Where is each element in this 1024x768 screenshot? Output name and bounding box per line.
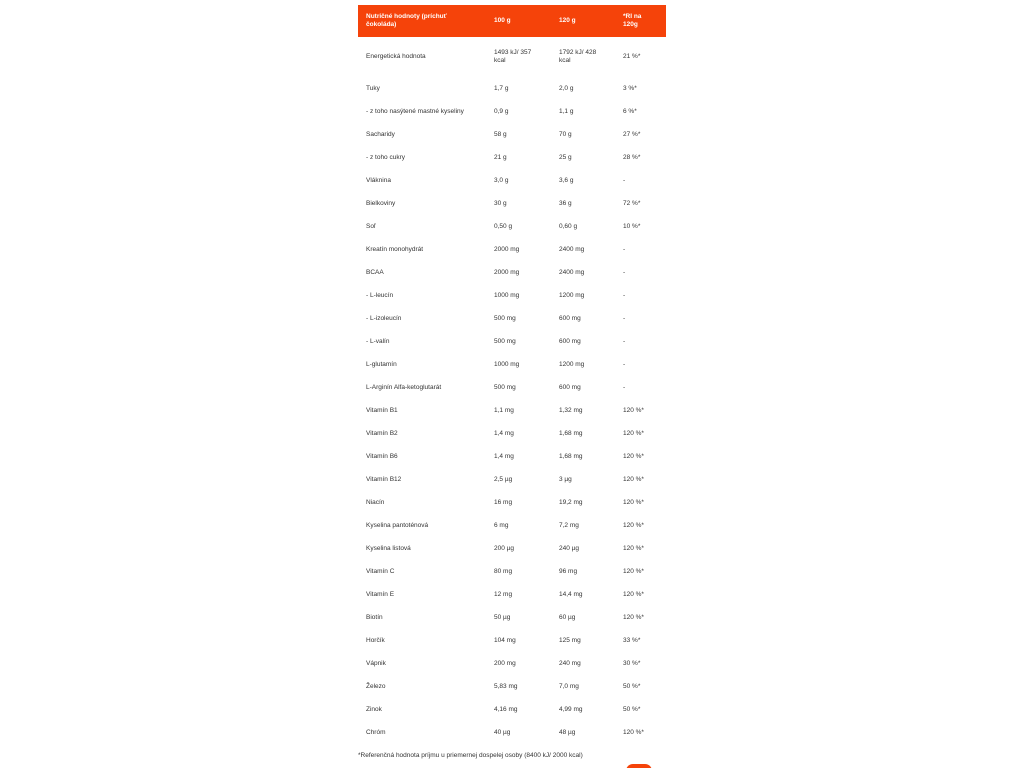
cell-per-100g: 0,9 g: [494, 107, 509, 115]
cell-per-120g: 96 mg: [559, 567, 578, 575]
cell-nutrient: Zinok: [366, 705, 382, 713]
table-row: [358, 261, 666, 284]
cell-per-120g: 48 µg: [559, 728, 576, 736]
cell-ri: 6 %*: [623, 107, 637, 115]
table-row: [358, 37, 666, 77]
cell-nutrient: - L-leucín: [366, 291, 394, 299]
cell-nutrient: Sacharidy: [366, 130, 395, 138]
table-header: [358, 5, 666, 37]
table-row: [358, 629, 666, 652]
cell-per-100g: 500 mg: [494, 337, 516, 345]
cell-per-100g: 16 mg: [494, 498, 513, 506]
cell-per-120g: 1792 kJ/ 428 kcal: [559, 49, 597, 64]
cell-per-100g: 58 g: [494, 130, 507, 138]
cell-ri: 120 %*: [623, 498, 644, 506]
cell-nutrient: - z toho nasýtené mastné kyseliny: [366, 107, 464, 115]
table-row: [358, 399, 666, 422]
table-row: [358, 537, 666, 560]
cell-ri: 33 %*: [623, 636, 641, 644]
cell-ri: 120 %*: [623, 567, 644, 575]
cell-ri: 28 %*: [623, 153, 641, 161]
cell-per-100g: 3,0 g: [494, 176, 509, 184]
cell-ri: 120 %*: [623, 475, 644, 483]
cell-per-120g: 7,0 mg: [559, 682, 579, 690]
cell-per-120g: 125 mg: [559, 636, 581, 644]
table-row: [358, 583, 666, 606]
table-row: [358, 652, 666, 675]
table-row: [358, 560, 666, 583]
cell-nutrient: Horčík: [366, 636, 385, 644]
table-row: [358, 422, 666, 445]
cell-per-100g: 0,50 g: [494, 222, 513, 230]
cell-per-100g: 21 g: [494, 153, 507, 161]
cell-ri: 120 %*: [623, 521, 644, 529]
cell-ri: 50 %*: [623, 682, 641, 690]
cell-per-120g: 70 g: [559, 130, 572, 138]
cell-nutrient: Bielkoviny: [366, 199, 396, 207]
table-row: [358, 100, 666, 123]
cell-per-100g: 30 g: [494, 199, 507, 207]
cell-per-100g: 1000 mg: [494, 360, 520, 368]
cell-ri: 120 %*: [623, 613, 644, 621]
cell-ri: 120 %*: [623, 406, 644, 414]
cell-ri: 72 %*: [623, 199, 641, 207]
cell-nutrient: - z toho cukry: [366, 153, 406, 161]
cell-ri: 120 %*: [623, 452, 644, 460]
cell-per-100g: 1000 mg: [494, 291, 520, 299]
cell-per-100g: 1,4 mg: [494, 452, 514, 460]
header-per-100g: 100 g: [486, 5, 551, 37]
cell-per-100g: 1,7 g: [494, 84, 509, 92]
cell-per-100g: 4,16 mg: [494, 705, 518, 713]
cell-nutrient: BCAA: [366, 268, 384, 276]
cell-ri: -: [623, 176, 626, 184]
table-row: [358, 284, 666, 307]
cell-nutrient: Biotín: [366, 613, 383, 621]
cell-ri: 50 %*: [623, 705, 641, 713]
scroll-to-top-button[interactable]: [626, 764, 652, 768]
cell-ri: 30 %*: [623, 659, 641, 667]
cell-nutrient: Vápnik: [366, 659, 386, 667]
table-row: [358, 123, 666, 146]
cell-ri: 120 %*: [623, 590, 644, 598]
table-row: [358, 192, 666, 215]
cell-ri: -: [623, 291, 626, 299]
cell-nutrient: Vitamín B12: [366, 475, 402, 483]
table-row: [358, 307, 666, 330]
cell-per-100g: 200 mg: [494, 659, 516, 667]
cell-per-120g: 240 µg: [559, 544, 580, 552]
cell-per-120g: 3,6 g: [559, 176, 574, 184]
cell-per-120g: 3 µg: [559, 475, 572, 483]
cell-nutrient: Soľ: [366, 222, 376, 230]
cell-nutrient: L-Arginín Alfa-ketoglutarát: [366, 383, 442, 391]
cell-nutrient: L-glutamín: [366, 360, 397, 368]
cell-per-120g: 600 mg: [559, 383, 581, 391]
cell-ri: 120 %*: [623, 429, 644, 437]
table-row: [358, 491, 666, 514]
cell-per-120g: 19,2 mg: [559, 498, 583, 506]
cell-ri: 21 %*: [623, 53, 641, 60]
table-row: [358, 146, 666, 169]
cell-nutrient: Tuky: [366, 84, 380, 92]
table-body: [358, 37, 666, 744]
cell-ri: 27 %*: [623, 130, 641, 138]
table-row: [358, 514, 666, 537]
cell-per-100g: 2000 mg: [494, 245, 520, 253]
cell-per-100g: 1,4 mg: [494, 429, 514, 437]
cell-per-120g: 600 mg: [559, 337, 581, 345]
table-row: [358, 238, 666, 261]
table-row: [358, 675, 666, 698]
cell-per-100g: 80 mg: [494, 567, 513, 575]
cell-per-120g: 1,68 mg: [559, 429, 583, 437]
footnote: *Referenčná hodnota príjmu u priemernej dospelej osoby (8400 kJ/ 2000 kcal): [358, 752, 583, 759]
header-nutrient: Nutričné hodnoty (príchuť čokoláda): [358, 5, 486, 37]
cell-nutrient: Železo: [366, 682, 386, 690]
cell-per-120g: 36 g: [559, 199, 572, 207]
cell-nutrient: Vitamín B1: [366, 406, 398, 414]
cell-per-120g: 7,2 mg: [559, 521, 579, 529]
table-row: [358, 445, 666, 468]
cell-per-100g: 1,1 mg: [494, 406, 514, 414]
cell-nutrient: Kyselina pantoténová: [366, 521, 429, 529]
cell-per-120g: 1,68 mg: [559, 452, 583, 460]
cell-per-100g: 500 mg: [494, 383, 516, 391]
table-header-row: [358, 5, 666, 37]
cell-ri: -: [623, 337, 626, 345]
cell-ri: 10 %*: [623, 222, 641, 230]
cell-per-120g: 25 g: [559, 153, 572, 161]
table-row: [358, 698, 666, 721]
header-ri-per-120g: *RI na 120g: [615, 5, 666, 37]
cell-ri: 120 %*: [623, 728, 644, 736]
cell-per-120g: 4,99 mg: [559, 705, 583, 713]
nutrition-table: [358, 5, 666, 744]
table-row: [358, 215, 666, 238]
cell-per-120g: 60 µg: [559, 613, 576, 621]
table-row: [358, 169, 666, 192]
cell-per-120g: 1200 mg: [559, 291, 585, 299]
cell-per-120g: 1,32 mg: [559, 406, 583, 414]
cell-nutrient: Energetická hodnota: [366, 53, 426, 60]
table-row: [358, 376, 666, 399]
cell-nutrient: - L-valín: [366, 337, 390, 345]
cell-per-100g: 500 mg: [494, 314, 516, 322]
cell-nutrient: Vitamín C: [366, 567, 395, 575]
cell-per-100g: 6 mg: [494, 521, 509, 529]
cell-nutrient: Kreatín monohydrát: [366, 245, 424, 253]
cell-per-100g: 200 µg: [494, 544, 515, 552]
cell-per-120g: 14,4 mg: [559, 590, 583, 598]
cell-per-100g: 104 mg: [494, 636, 516, 644]
cell-per-100g: 50 µg: [494, 613, 511, 621]
table-row: [358, 606, 666, 629]
cell-ri: -: [623, 360, 626, 368]
cell-per-120g: 2400 mg: [559, 268, 585, 276]
cell-per-120g: 1,1 g: [559, 107, 574, 115]
cell-per-120g: 1200 mg: [559, 360, 585, 368]
cell-per-100g: 1493 kJ/ 357 kcal: [494, 49, 532, 64]
cell-nutrient: - L-izoleucín: [366, 314, 402, 322]
cell-ri: -: [623, 245, 626, 253]
cell-per-100g: 2,5 µg: [494, 475, 513, 483]
cell-nutrient: Vláknina: [366, 176, 391, 184]
cell-ri: -: [623, 268, 626, 276]
cell-per-100g: 40 µg: [494, 728, 511, 736]
table-row: [358, 330, 666, 353]
cell-ri: -: [623, 383, 626, 391]
cell-per-100g: 2000 mg: [494, 268, 520, 276]
table-row: [358, 353, 666, 376]
cell-per-120g: 0,60 g: [559, 222, 578, 230]
cell-per-100g: 5,83 mg: [494, 682, 518, 690]
header-per-120g: 120 g: [551, 5, 615, 37]
cell-per-120g: 240 mg: [559, 659, 581, 667]
cell-ri: 120 %*: [623, 544, 644, 552]
cell-nutrient: Vitamín B2: [366, 429, 398, 437]
cell-ri: -: [623, 314, 626, 322]
cell-nutrient: Kyselina listová: [366, 544, 411, 552]
cell-per-120g: 2,0 g: [559, 84, 574, 92]
cell-per-100g: 12 mg: [494, 590, 513, 598]
cell-ri: 3 %*: [623, 84, 637, 92]
cell-nutrient: Vitamín B6: [366, 452, 398, 460]
table-row: [358, 468, 666, 491]
table-row: [358, 77, 666, 100]
cell-nutrient: Chróm: [366, 728, 386, 736]
cell-per-120g: 2400 mg: [559, 245, 585, 253]
cell-per-120g: 600 mg: [559, 314, 581, 322]
cell-nutrient: Niacín: [366, 498, 385, 506]
table-row: [358, 721, 666, 744]
cell-nutrient: Vitamín E: [366, 590, 395, 598]
